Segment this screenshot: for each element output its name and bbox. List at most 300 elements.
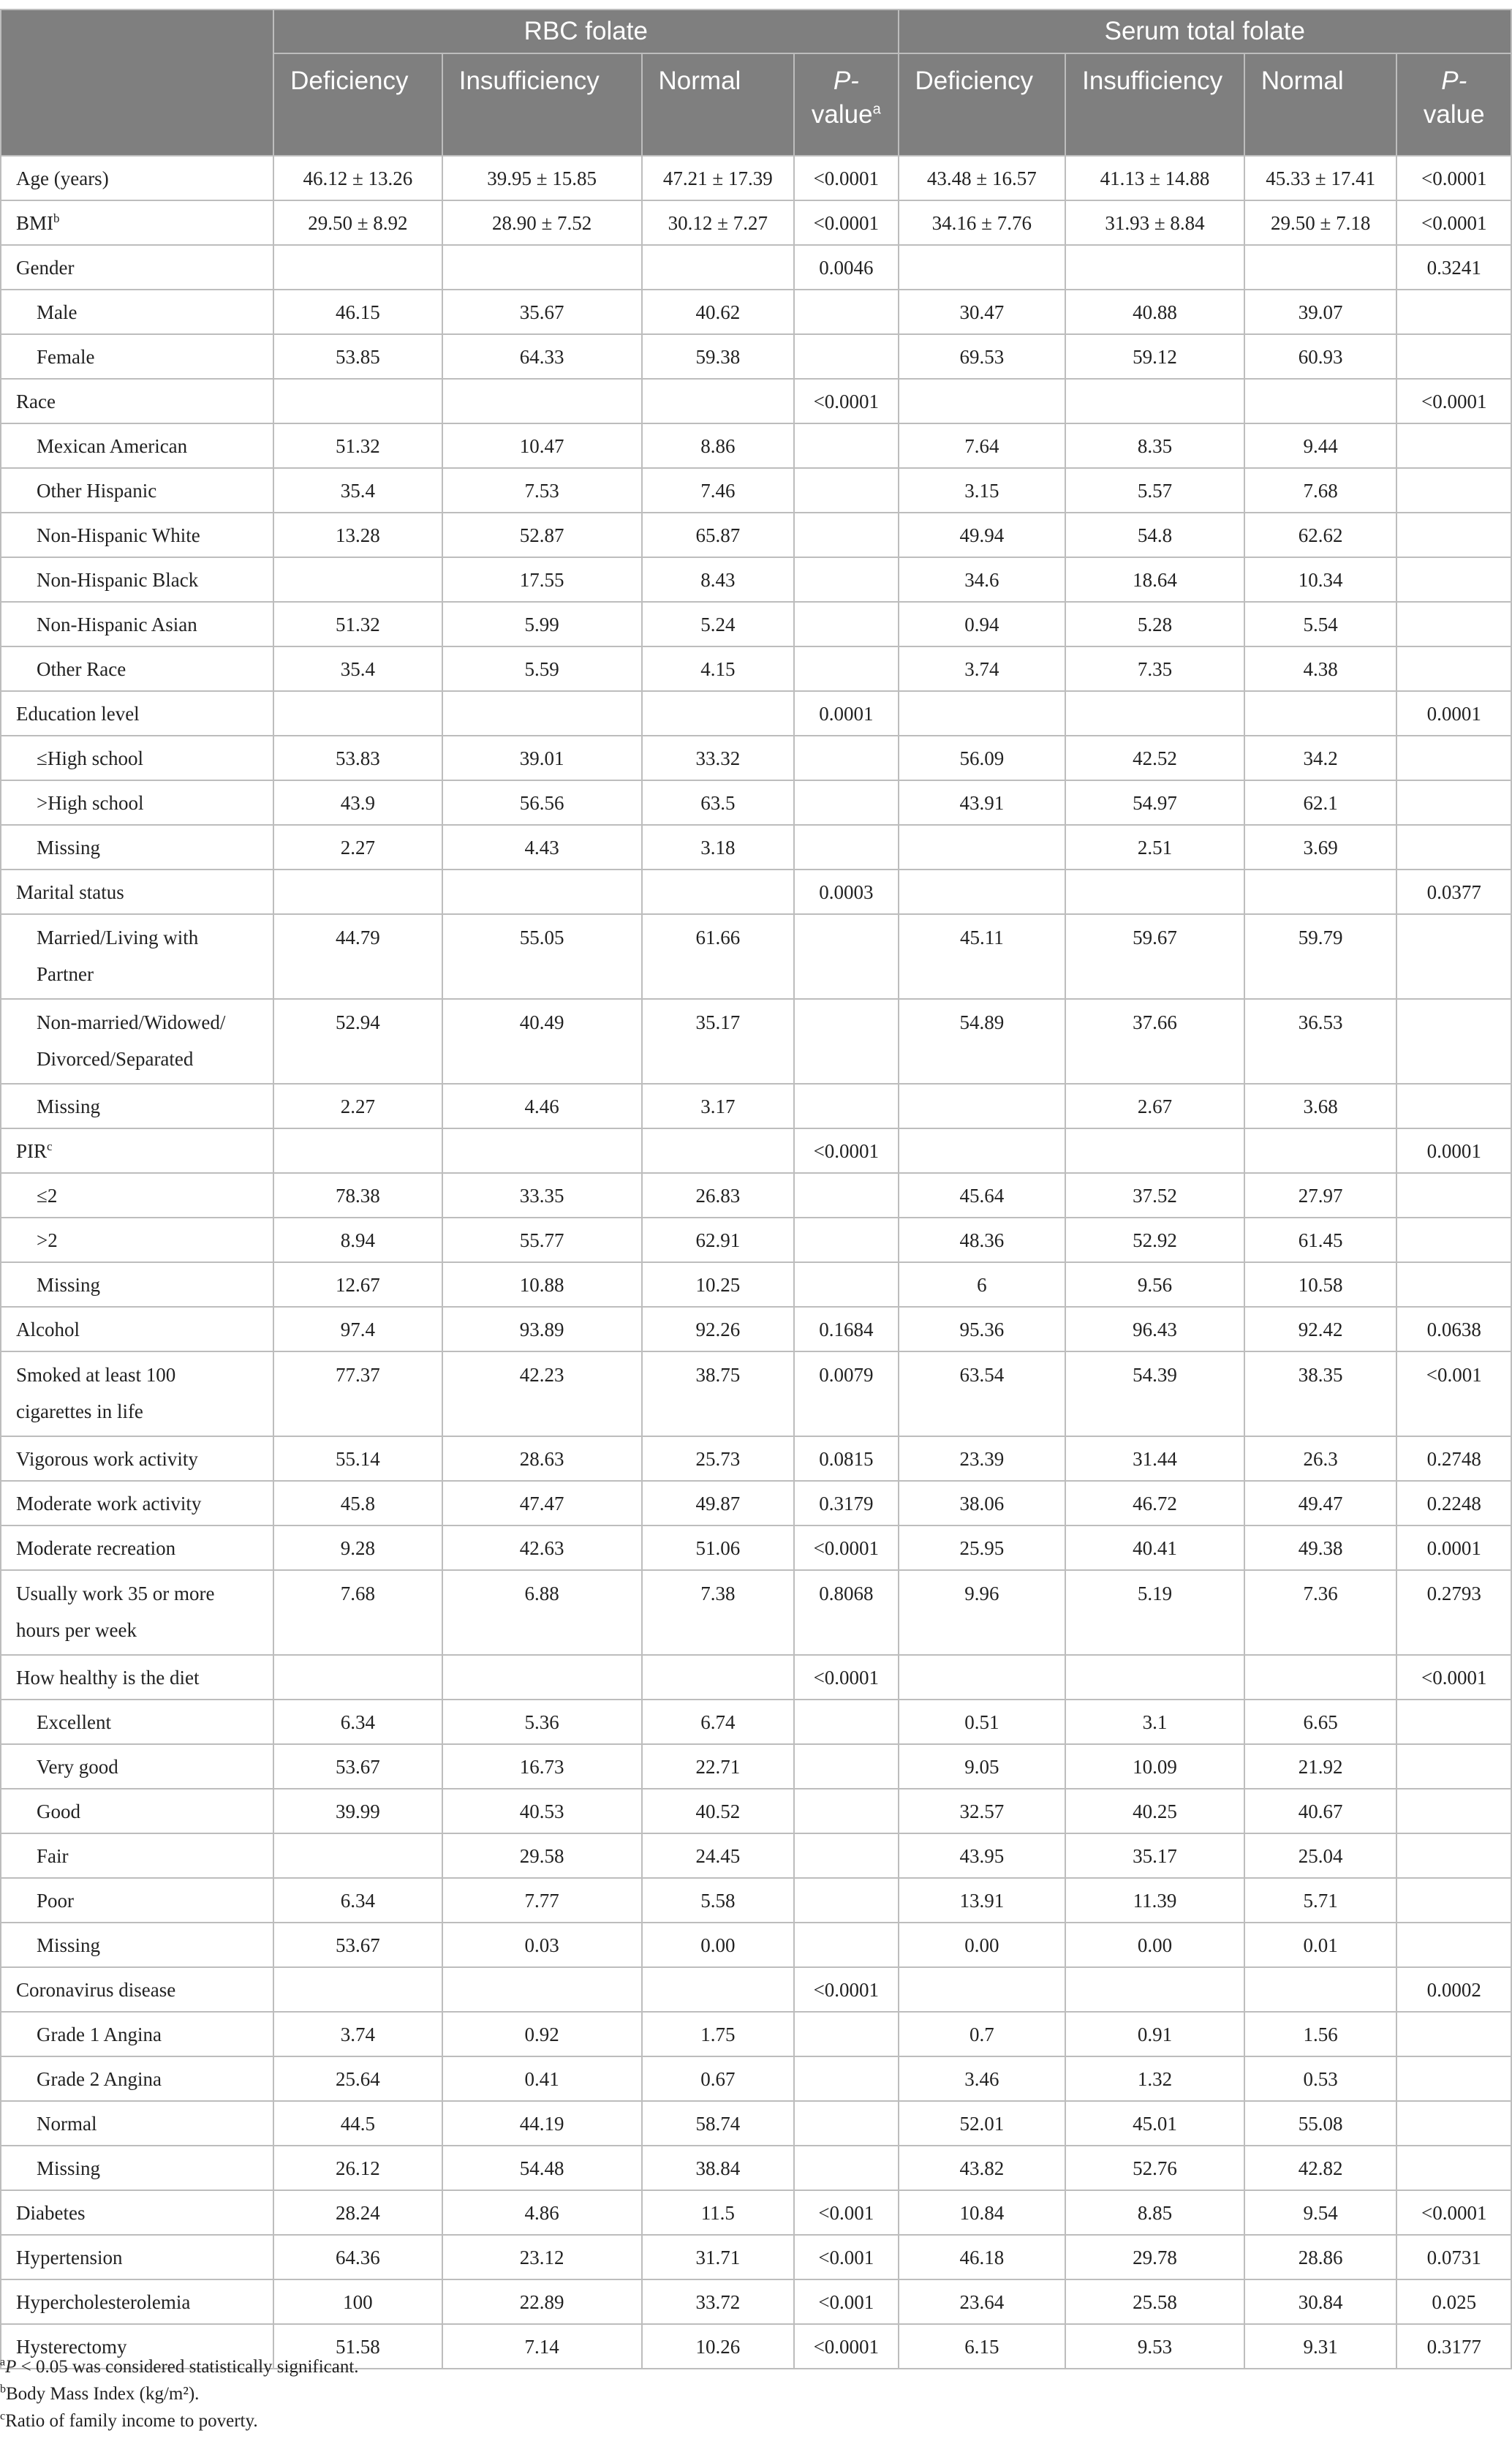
row-label bbox=[1, 1218, 273, 1262]
row-label-text: Usually work 35 or more bbox=[16, 1583, 215, 1604]
row-label bbox=[1, 1744, 273, 1789]
data-cell: 25.64 bbox=[273, 2056, 442, 2101]
pvalue-cell bbox=[794, 1878, 898, 1923]
row-label-text: Hypercholesterolemia bbox=[16, 2290, 191, 2313]
data-cell bbox=[642, 1655, 795, 1700]
pvalue-cell bbox=[794, 557, 898, 602]
data-cell: 26.83 bbox=[642, 1173, 795, 1218]
data-cell bbox=[442, 379, 642, 423]
data-cell bbox=[899, 379, 1066, 423]
row-label-text: Missing bbox=[37, 2157, 101, 2179]
pvalue-cell: <0.0001 bbox=[1396, 1655, 1511, 1700]
data-cell: 36.53 bbox=[1244, 999, 1397, 1084]
data-cell: 34.16 ± 7.76 bbox=[899, 200, 1066, 245]
data-cell: 10.09 bbox=[1065, 1744, 1244, 1789]
pvalue-cell bbox=[1396, 290, 1511, 334]
pvalue-cell: <0.001 bbox=[794, 2235, 898, 2279]
data-cell: 0.00 bbox=[1065, 1923, 1244, 1967]
pvalue-cell bbox=[794, 914, 898, 999]
data-cell: 25.04 bbox=[1244, 1833, 1397, 1878]
data-cell: 0.91 bbox=[1065, 2012, 1244, 2056]
row-label-text: Coronavirus disease bbox=[16, 1978, 176, 2001]
table-row bbox=[1, 2101, 1511, 2146]
data-cell bbox=[273, 1128, 442, 1173]
row-label bbox=[1, 1967, 273, 2012]
table-row bbox=[1, 1128, 1511, 1173]
pvalue-cell: <0.0001 bbox=[794, 379, 898, 423]
row-label bbox=[1, 1481, 273, 1525]
data-cell: 0.00 bbox=[642, 1923, 795, 1967]
row-label-text: Diabetes bbox=[16, 2201, 86, 2224]
pvalue-cell: 0.0001 bbox=[1396, 691, 1511, 736]
data-cell bbox=[899, 245, 1066, 290]
pvalue-cell bbox=[1396, 1173, 1511, 1218]
data-cell bbox=[1065, 1128, 1244, 1173]
data-cell: 30.84 bbox=[1244, 2279, 1397, 2324]
pvalue-cell bbox=[794, 290, 898, 334]
table-row bbox=[1, 1700, 1511, 1744]
data-cell: 10.34 bbox=[1244, 557, 1397, 602]
row-label-continuation: Partner bbox=[37, 963, 94, 985]
data-cell: 21.92 bbox=[1244, 1744, 1397, 1789]
data-cell: 42.63 bbox=[442, 1525, 642, 1570]
pvalue-cell: <0.0001 bbox=[794, 1128, 898, 1173]
data-cell: 59.79 bbox=[1244, 914, 1397, 999]
row-label bbox=[1, 1878, 273, 1923]
data-cell: 27.97 bbox=[1244, 1173, 1397, 1218]
data-cell: 100 bbox=[273, 2279, 442, 2324]
data-cell bbox=[1065, 870, 1244, 914]
data-cell bbox=[1065, 1967, 1244, 2012]
data-cell: 45.8 bbox=[273, 1481, 442, 1525]
data-cell: 35.17 bbox=[642, 999, 795, 1084]
data-cell: 53.67 bbox=[273, 1923, 442, 1967]
row-label-text: Missing bbox=[37, 1273, 101, 1296]
row-label-continuation: cigarettes in life bbox=[16, 1400, 143, 1422]
data-cell: 8.43 bbox=[642, 557, 795, 602]
table-row bbox=[1, 557, 1511, 602]
row-label-text: Marital status bbox=[16, 880, 124, 903]
col-header-rbc-insufficiency: Insufficiency bbox=[442, 53, 642, 156]
row-label bbox=[1, 914, 273, 999]
row-label-text: Missing bbox=[37, 1095, 101, 1117]
pvalue-cell bbox=[1396, 1744, 1511, 1789]
row-label bbox=[1, 1833, 273, 1878]
pvalue-cell: <0.0001 bbox=[794, 1525, 898, 1570]
row-label bbox=[1, 1923, 273, 1967]
data-cell: 4.38 bbox=[1244, 646, 1397, 691]
data-cell bbox=[442, 1128, 642, 1173]
row-label-text: How healthy is the diet bbox=[16, 1666, 200, 1689]
data-cell: 2.51 bbox=[1065, 825, 1244, 870]
row-label bbox=[1, 780, 273, 825]
data-cell bbox=[899, 1128, 1066, 1173]
pvalue-cell bbox=[794, 1218, 898, 1262]
data-cell: 5.99 bbox=[442, 602, 642, 646]
pvalue-cell bbox=[794, 1173, 898, 1218]
data-cell: 30.12 ± 7.27 bbox=[642, 200, 795, 245]
table-row bbox=[1, 156, 1511, 200]
data-cell: 6.34 bbox=[273, 1700, 442, 1744]
data-cell: 35.17 bbox=[1065, 1833, 1244, 1878]
data-cell bbox=[273, 1655, 442, 1700]
pvalue-cell bbox=[1396, 2146, 1511, 2190]
data-cell: 53.85 bbox=[273, 334, 442, 379]
data-cell: 54.8 bbox=[1065, 513, 1244, 557]
data-cell: 6.34 bbox=[273, 1878, 442, 1923]
data-cell: 31.71 bbox=[642, 2235, 795, 2279]
data-cell: 7.68 bbox=[273, 1570, 442, 1655]
data-cell: 61.66 bbox=[642, 914, 795, 999]
data-cell: 63.54 bbox=[899, 1351, 1066, 1436]
footnote-marker: a bbox=[0, 2356, 6, 2369]
table-row bbox=[1, 736, 1511, 780]
data-cell: 62.91 bbox=[642, 1218, 795, 1262]
row-label bbox=[1, 1655, 273, 1700]
data-cell: 64.33 bbox=[442, 334, 642, 379]
pvalue-cell: 0.025 bbox=[1396, 2279, 1511, 2324]
data-cell: 10.84 bbox=[899, 2190, 1066, 2235]
table-row bbox=[1, 1878, 1511, 1923]
row-label bbox=[1, 379, 273, 423]
data-cell bbox=[1065, 1655, 1244, 1700]
table-row bbox=[1, 1218, 1511, 1262]
row-label-text: Non-Hispanic Asian bbox=[37, 613, 197, 635]
data-cell: 52.76 bbox=[1065, 2146, 1244, 2190]
table-row bbox=[1, 290, 1511, 334]
pvalue-cell bbox=[1396, 557, 1511, 602]
data-cell: 46.12 ± 13.26 bbox=[273, 156, 442, 200]
table-row bbox=[1, 870, 1511, 914]
col-header-rbc-deficiency: Deficiency bbox=[273, 53, 442, 156]
footnote-marker: b bbox=[53, 211, 60, 225]
data-cell: 26.3 bbox=[1244, 1436, 1397, 1481]
pvalue-cell bbox=[1396, 334, 1511, 379]
data-cell: 49.47 bbox=[1244, 1481, 1397, 1525]
data-cell: 39.99 bbox=[273, 1789, 442, 1833]
pvalue-cell bbox=[794, 736, 898, 780]
data-cell: 5.28 bbox=[1065, 602, 1244, 646]
data-cell: 54.39 bbox=[1065, 1351, 1244, 1436]
row-label-text: Male bbox=[37, 301, 78, 323]
pvalue-cell bbox=[794, 602, 898, 646]
table-row bbox=[1, 1655, 1511, 1700]
data-cell: 56.09 bbox=[899, 736, 1066, 780]
data-cell: 38.75 bbox=[642, 1351, 795, 1436]
data-cell: 29.50 ± 7.18 bbox=[1244, 200, 1397, 245]
data-cell: 30.47 bbox=[899, 290, 1066, 334]
data-cell: 9.28 bbox=[273, 1525, 442, 1570]
row-label-text: Normal bbox=[37, 2112, 97, 2135]
table-row bbox=[1, 1570, 1511, 1655]
data-cell: 40.62 bbox=[642, 290, 795, 334]
data-cell: 6.65 bbox=[1244, 1700, 1397, 1744]
table-row bbox=[1, 646, 1511, 691]
table-row bbox=[1, 2279, 1511, 2324]
data-cell: 62.62 bbox=[1244, 513, 1397, 557]
row-label bbox=[1, 1307, 273, 1351]
pvalue-cell bbox=[794, 334, 898, 379]
data-cell: 33.35 bbox=[442, 1173, 642, 1218]
data-cell: 54.89 bbox=[899, 999, 1066, 1084]
data-cell: 7.53 bbox=[442, 468, 642, 513]
row-label-continuation: Divorced/Separated bbox=[37, 1048, 194, 1070]
data-cell: 59.12 bbox=[1065, 334, 1244, 379]
data-cell: 13.91 bbox=[899, 1878, 1066, 1923]
pvalue-cell bbox=[1396, 2056, 1511, 2101]
row-label-text: Non-married/Widowed/ bbox=[37, 1011, 226, 1033]
data-cell: 52.92 bbox=[1065, 1218, 1244, 1262]
pvalue-cell: 0.3241 bbox=[1396, 245, 1511, 290]
pvalue-cell bbox=[794, 2101, 898, 2146]
data-cell: 10.47 bbox=[442, 423, 642, 468]
row-label bbox=[1, 2146, 273, 2190]
data-cell: 3.69 bbox=[1244, 825, 1397, 870]
data-cell: 6 bbox=[899, 1262, 1066, 1307]
row-label-text: Hypertension bbox=[16, 2246, 123, 2268]
pvalue-footnote-marker: a bbox=[872, 101, 881, 118]
data-cell: 5.54 bbox=[1244, 602, 1397, 646]
data-cell: 29.58 bbox=[442, 1833, 642, 1878]
data-cell: 46.72 bbox=[1065, 1481, 1244, 1525]
data-cell bbox=[1065, 691, 1244, 736]
row-label bbox=[1, 2279, 273, 2324]
data-cell: 40.53 bbox=[442, 1789, 642, 1833]
data-cell: 2.27 bbox=[273, 1084, 442, 1128]
data-cell: 8.86 bbox=[642, 423, 795, 468]
pvalue-cell bbox=[794, 1700, 898, 1744]
pvalue-cell: <0.0001 bbox=[794, 2324, 898, 2369]
data-cell: 55.14 bbox=[273, 1436, 442, 1481]
data-cell: 3.68 bbox=[1244, 1084, 1397, 1128]
data-cell: 23.64 bbox=[899, 2279, 1066, 2324]
data-cell: 35.4 bbox=[273, 468, 442, 513]
row-label-text: ≤2 bbox=[37, 1184, 58, 1207]
row-label-text: Fair bbox=[37, 1844, 69, 1867]
table-row bbox=[1, 780, 1511, 825]
table-row bbox=[1, 1307, 1511, 1351]
row-label bbox=[1, 1128, 273, 1173]
table-row bbox=[1, 423, 1511, 468]
pvalue-cell bbox=[1396, 2101, 1511, 2146]
table-container bbox=[0, 9, 1512, 2369]
data-cell: 8.85 bbox=[1065, 2190, 1244, 2235]
pvalue-cell bbox=[1396, 1262, 1511, 1307]
row-label-text: Race bbox=[16, 390, 56, 412]
pvalue-cell: 0.3177 bbox=[1396, 2324, 1511, 2369]
row-label-text: Non-Hispanic White bbox=[37, 524, 200, 546]
data-cell bbox=[1244, 245, 1397, 290]
row-label bbox=[1, 334, 273, 379]
data-cell: 34.2 bbox=[1244, 736, 1397, 780]
row-label-text: Gender bbox=[16, 256, 75, 279]
data-cell: 29.50 ± 8.92 bbox=[273, 200, 442, 245]
data-cell: 77.37 bbox=[273, 1351, 442, 1436]
pvalue-cell bbox=[794, 1262, 898, 1307]
data-cell bbox=[642, 691, 795, 736]
data-cell bbox=[1244, 691, 1397, 736]
data-cell: 9.31 bbox=[1244, 2324, 1397, 2369]
data-cell: 43.91 bbox=[899, 780, 1066, 825]
pvalue-cell bbox=[794, 825, 898, 870]
row-label-text: Missing bbox=[37, 1934, 101, 1956]
data-cell: 35.4 bbox=[273, 646, 442, 691]
pvalue-cell: 0.8068 bbox=[794, 1570, 898, 1655]
footnote-marker: c bbox=[0, 2410, 6, 2423]
data-cell bbox=[273, 1967, 442, 2012]
data-cell: 31.44 bbox=[1065, 1436, 1244, 1481]
footnote-italic-text: P bbox=[5, 2357, 17, 2377]
data-cell: 92.42 bbox=[1244, 1307, 1397, 1351]
data-cell: 0.7 bbox=[899, 2012, 1066, 2056]
row-label bbox=[1, 468, 273, 513]
row-label bbox=[1, 200, 273, 245]
pvalue-cell bbox=[1396, 999, 1511, 1084]
data-cell: 51.58 bbox=[273, 2324, 442, 2369]
data-cell: 40.41 bbox=[1065, 1525, 1244, 1570]
data-cell: 7.36 bbox=[1244, 1570, 1397, 1655]
pvalue-cell bbox=[1396, 1084, 1511, 1128]
table-row bbox=[1, 1833, 1511, 1878]
data-cell: 63.5 bbox=[642, 780, 795, 825]
data-cell: 5.24 bbox=[642, 602, 795, 646]
pvalue-cell bbox=[1396, 1878, 1511, 1923]
row-label bbox=[1, 1570, 273, 1655]
row-label-text: PIR bbox=[16, 1139, 48, 1162]
table-row bbox=[1, 379, 1511, 423]
data-cell: 28.63 bbox=[442, 1436, 642, 1481]
footnote-marker: b bbox=[0, 2383, 6, 2396]
data-cell: 9.96 bbox=[899, 1570, 1066, 1655]
data-cell: 0.53 bbox=[1244, 2056, 1397, 2101]
data-cell: 46.18 bbox=[899, 2235, 1066, 2279]
table-footnotes bbox=[0, 2353, 1512, 2434]
data-cell: 42.82 bbox=[1244, 2146, 1397, 2190]
pvalue-cell: 0.0002 bbox=[1396, 1967, 1511, 2012]
data-cell: 37.66 bbox=[1065, 999, 1244, 1084]
data-cell: 40.67 bbox=[1244, 1789, 1397, 1833]
header-corner-cell bbox=[1, 10, 273, 156]
data-cell: 44.19 bbox=[442, 2101, 642, 2146]
pvalue-cell bbox=[794, 1833, 898, 1878]
pvalue-cell: 0.2748 bbox=[1396, 1436, 1511, 1481]
data-cell: 23.39 bbox=[899, 1436, 1066, 1481]
data-cell: 45.01 bbox=[1065, 2101, 1244, 2146]
data-cell bbox=[1244, 379, 1397, 423]
data-cell: 11.39 bbox=[1065, 1878, 1244, 1923]
data-cell: 7.38 bbox=[642, 1570, 795, 1655]
pvalue-cell bbox=[794, 468, 898, 513]
data-cell: 93.89 bbox=[442, 1307, 642, 1351]
data-cell: 7.68 bbox=[1244, 468, 1397, 513]
data-cell: 0.94 bbox=[899, 602, 1066, 646]
data-cell: 51.06 bbox=[642, 1525, 795, 1570]
data-cell bbox=[642, 1128, 795, 1173]
col-header-serum-deficiency: Deficiency bbox=[899, 53, 1066, 156]
col-header-rbc-normal: Normal bbox=[642, 53, 795, 156]
pvalue-cell: <0.0001 bbox=[794, 200, 898, 245]
data-cell: 52.87 bbox=[442, 513, 642, 557]
data-cell: 39.07 bbox=[1244, 290, 1397, 334]
data-cell: 54.48 bbox=[442, 2146, 642, 2190]
col-header-rbc-pvalue bbox=[794, 53, 898, 156]
data-cell bbox=[1065, 245, 1244, 290]
data-cell: 59.67 bbox=[1065, 914, 1244, 999]
data-cell: 49.38 bbox=[1244, 1525, 1397, 1570]
row-label-text: ≤High school bbox=[37, 747, 144, 769]
data-cell bbox=[642, 1967, 795, 2012]
pvalue-cell: 0.0001 bbox=[794, 691, 898, 736]
row-label-text: Poor bbox=[37, 1889, 75, 1912]
data-cell: 29.78 bbox=[1065, 2235, 1244, 2279]
data-cell: 38.84 bbox=[642, 2146, 795, 2190]
row-label-text: Vigorous work activity bbox=[16, 1447, 198, 1470]
table-row bbox=[1, 914, 1511, 999]
row-label bbox=[1, 423, 273, 468]
table-row bbox=[1, 2235, 1511, 2279]
table-row bbox=[1, 468, 1511, 513]
data-cell bbox=[1244, 1967, 1397, 2012]
data-cell: 5.58 bbox=[642, 1878, 795, 1923]
data-cell: 3.74 bbox=[899, 646, 1066, 691]
col-header-serum-normal: Normal bbox=[1244, 53, 1397, 156]
data-cell: 53.83 bbox=[273, 736, 442, 780]
table-row bbox=[1, 200, 1511, 245]
row-label-text: Other Hispanic bbox=[37, 479, 157, 502]
pvalue-cell bbox=[794, 999, 898, 1084]
footnote-marker: c bbox=[47, 1139, 53, 1153]
row-label bbox=[1, 2056, 273, 2101]
data-cell: 54.97 bbox=[1065, 780, 1244, 825]
data-cell: 24.45 bbox=[642, 1833, 795, 1878]
pvalue-cell bbox=[794, 780, 898, 825]
table-row bbox=[1, 1481, 1511, 1525]
pvalue-cell: 0.0638 bbox=[1396, 1307, 1511, 1351]
data-cell: 52.01 bbox=[899, 2101, 1066, 2146]
table-row bbox=[1, 1744, 1511, 1789]
table-row bbox=[1, 1351, 1511, 1436]
pvalue-cell bbox=[1396, 423, 1511, 468]
data-cell: 1.56 bbox=[1244, 2012, 1397, 2056]
data-cell: 47.21 ± 17.39 bbox=[642, 156, 795, 200]
data-cell: 51.32 bbox=[273, 423, 442, 468]
row-label bbox=[1, 1262, 273, 1307]
data-cell: 40.52 bbox=[642, 1789, 795, 1833]
data-cell: 10.58 bbox=[1244, 1262, 1397, 1307]
data-cell: 69.53 bbox=[899, 334, 1066, 379]
data-cell bbox=[442, 691, 642, 736]
data-cell: 7.77 bbox=[442, 1878, 642, 1923]
row-label bbox=[1, 245, 273, 290]
pvalue-cell: 0.1684 bbox=[794, 1307, 898, 1351]
pvalue-cell: <0.001 bbox=[794, 2279, 898, 2324]
data-cell: 10.26 bbox=[642, 2324, 795, 2369]
table-row bbox=[1, 1262, 1511, 1307]
row-label-text: Missing bbox=[37, 836, 101, 859]
row-label-text: Female bbox=[37, 345, 95, 368]
data-cell: 9.53 bbox=[1065, 2324, 1244, 2369]
data-cell: 16.73 bbox=[442, 1744, 642, 1789]
data-cell: 35.67 bbox=[442, 290, 642, 334]
data-cell: 38.35 bbox=[1244, 1351, 1397, 1436]
data-cell bbox=[1244, 1655, 1397, 1700]
data-cell: 8.35 bbox=[1065, 423, 1244, 468]
pvalue-cell: <0.0001 bbox=[794, 1655, 898, 1700]
pvalue-cell bbox=[794, 2012, 898, 2056]
row-label-text: Mexican American bbox=[37, 434, 188, 457]
data-cell bbox=[1244, 1128, 1397, 1173]
table-row bbox=[1, 602, 1511, 646]
